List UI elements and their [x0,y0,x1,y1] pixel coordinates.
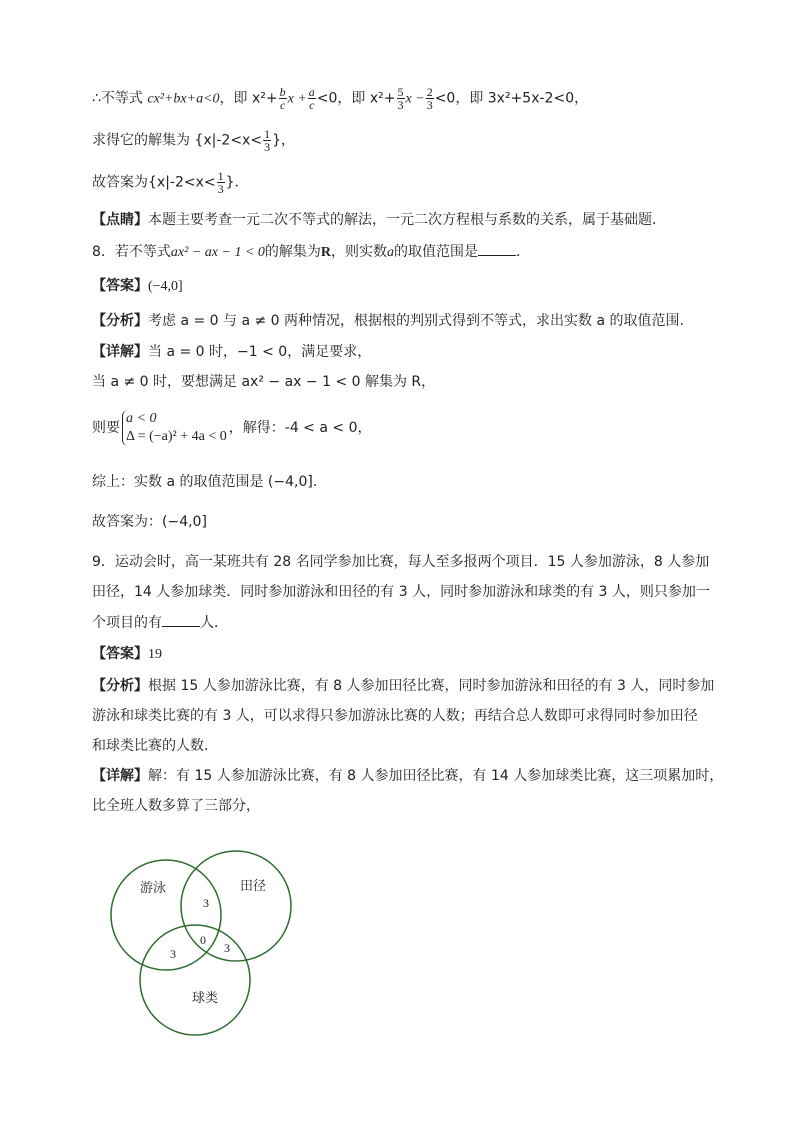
fraction-1-3: $\frac{1}{3}$ [217,169,224,196]
question-9-line-1 [92,552,714,572]
question-8 [92,241,714,263]
answer-value: (−4,0] [148,279,183,294]
detail-text: 比全班人数多算了三部分， [92,798,260,814]
question-9-line-2 [92,582,714,602]
fraction-2-3: $\frac{2}{3}$ [426,85,433,112]
inequality-expr: cx²+bx+a<0 [147,91,220,107]
detail-text: 当 a ≠ 0 时，要想满足 ax² − ax − 1 < 0 解集为 R， [92,374,436,390]
text: }， [272,132,295,149]
question-text: 人． [200,615,228,631]
count-swim-track: 3 [203,896,209,910]
detail-text: 解：有 15 人参加游泳比赛，有 8 人参加田径比赛，有 14 人参加球类比赛，这三项累加时， [148,768,724,784]
answer-blank [478,241,516,256]
solution-line-2 [92,128,714,153]
label-track: 田径 [240,879,267,894]
label-ball: 球类 [192,991,219,1006]
text: ∴不等式 [92,90,148,107]
detail-8-line-4 [92,472,714,492]
question-text: 9．运动会时，高一某班共有 28 名同学参加比赛，每人至多报两个项目．15 人参加游泳，8 人参加 [92,554,710,570]
venn-diagram [100,840,310,1040]
text: ，即 x²+ [219,90,278,107]
answer-tag: 【答案】 [92,278,148,294]
answer-9 [92,644,714,665]
answer-8 [92,276,714,297]
analysis-9-line-3 [92,736,714,756]
analysis-text: 考虑 a = 0 与 a ≠ 0 两种情况，根据根的判别式得到不等式，求出实数 a 的取值范围. [148,313,684,329]
fraction-5-3: $\frac{5}{3}$ [397,85,404,112]
circle-swim [111,860,221,970]
question-9-line-3 [92,612,714,633]
detail-8-line-3 [92,410,714,446]
remark-tag: 【点睛】 [92,212,148,228]
circle-track [181,851,291,961]
count-center: 0 [200,933,206,947]
text: }． [225,174,249,191]
detail-text: 当 a = 0 时，−1 < 0，满足要求， [148,344,372,360]
condition-system [122,410,227,446]
analysis-8 [92,311,714,331]
text: 故答案为{x|-2<x< [92,174,216,191]
text: 求得它的解集为 {x|-2<x< [92,132,263,149]
fraction-1-3: $\frac{1}{3}$ [264,127,271,154]
detail-text: 综上：实数 a 的取值范围是 (−4,0]. [92,474,318,490]
analysis-9-line-2 [92,706,714,726]
text: <0，即 x²+ [316,90,396,107]
analysis-text: 游泳和球类比赛的有 3 人，可以求得只参加游泳比赛的人数；再结合总人数即可求得同时参加田径 [92,708,698,724]
question-text: 个项目的有 [92,615,162,631]
text: 的解集为 [264,244,321,260]
analysis-text: 根据 15 人参加游泳比赛，有 8 人参加田径比赛，同时参加游泳和田径的有 3 人，同时参加 [148,678,715,694]
answer-blank [162,612,200,627]
detail-8-line-5 [92,512,714,532]
analysis-text: 和球类比赛的人数． [92,738,218,754]
var-a: a [387,245,395,260]
question-text: 田径，14 人参加球类．同时参加游泳和田径的有 3 人，同时参加游泳和球类的有 3 人，则只参加一 [92,584,710,600]
text: <0，即 3x²+5x-2<0， [434,90,589,107]
remark-text: 本题主要考查一元二次不等式的解法，一元二次方程根与系数的关系，属于基础题． [148,212,666,228]
text: x + [287,91,307,107]
remark-line [92,210,714,230]
count-track-ball: 3 [224,941,230,955]
text: 的取值范围是 [394,244,479,260]
inequality-expr: ax² − ax − 1 < 0 [170,245,265,260]
circle-ball [140,925,250,1035]
detail-text: 故答案为：(−4,0] [92,514,207,530]
count-swim-ball: 3 [170,947,176,961]
condition-1: a < 0 [126,411,157,426]
analysis-tag: 【分析】 [92,313,148,329]
detail-8-line-1 [92,342,714,362]
text: ． [516,244,531,260]
answer-tag: 【答案】 [92,646,148,662]
answer-value: 19 [148,647,162,662]
detail-tag: 【详解】 [92,344,148,360]
detail-9-line-1 [92,766,724,786]
analysis-9-line-1 [92,676,714,696]
label-swim: 游泳 [140,881,167,896]
analysis-tag: 【分析】 [92,678,148,694]
condition-2: Δ = (−a)² + 4a < 0 [126,429,227,444]
text: ，解得：-4 < a < 0， [228,420,372,436]
solution-line-1 [92,86,714,111]
text: 则要 [92,420,120,436]
text: 8．若不等式 [92,244,171,260]
text: x − [405,91,425,107]
detail-9-line-2 [92,796,714,816]
set-R: R [320,245,332,260]
detail-tag: 【详解】 [92,768,148,784]
text: ，则实数 [331,244,388,260]
detail-8-line-2 [92,372,714,392]
fraction-b-c: $\frac{b}{c}$ [279,85,286,112]
solution-line-3 [92,170,714,195]
fraction-a-c: $\frac{a}{c}$ [308,85,315,112]
